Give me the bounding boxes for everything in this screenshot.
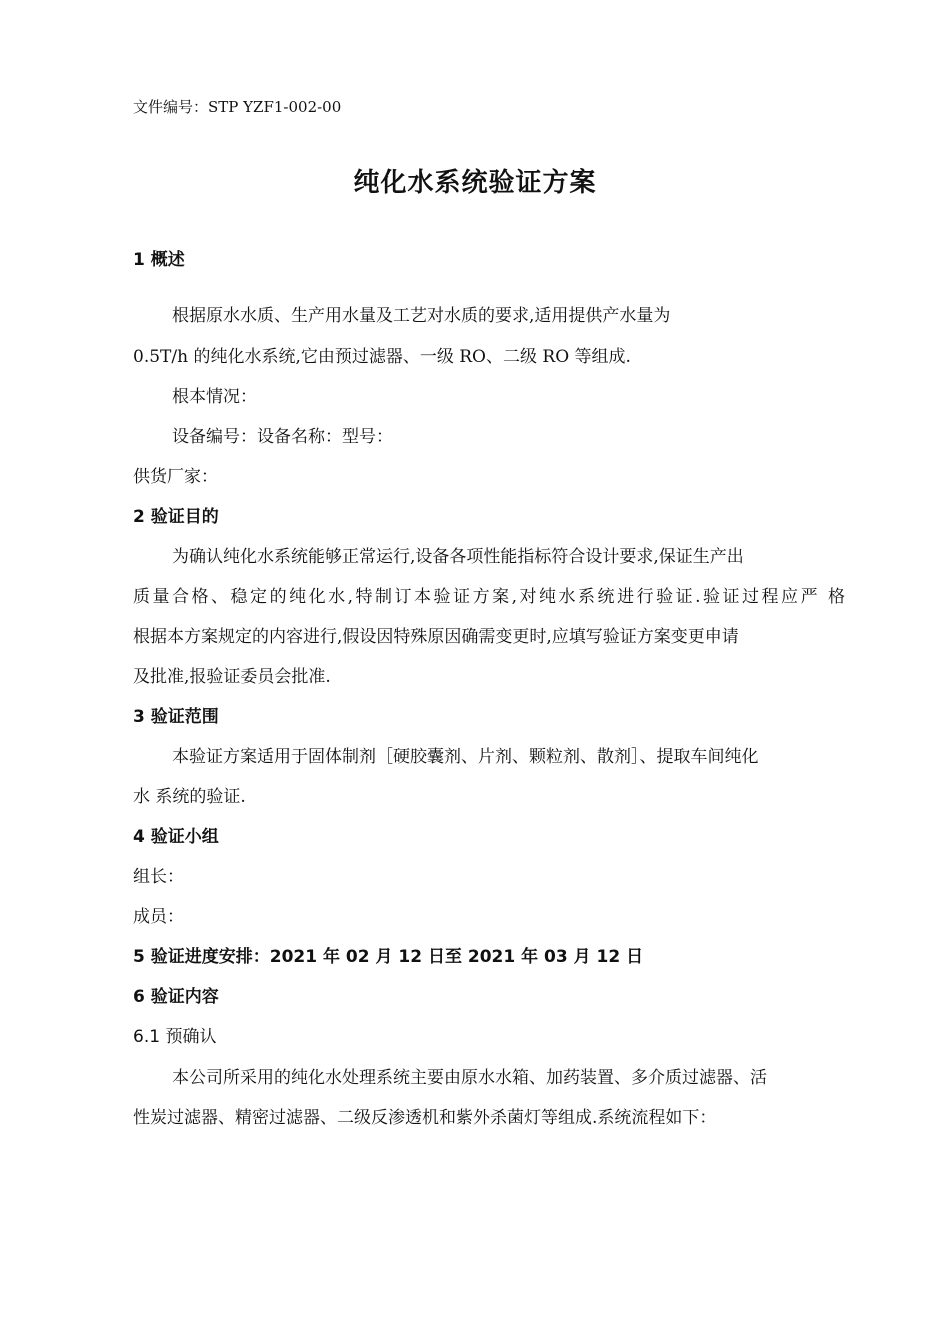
section-3-line-2: 水 系统的验证. [133,787,246,807]
team-leader-label: 组长： [133,867,184,887]
basic-info-label: 根本情况： [172,387,257,407]
section-5-heading: 5 验证进度安排：2021 年 02 月 12 日至 2021 年 03 月 12 日 [133,947,644,967]
team-members-label: 成员： [133,907,184,927]
section-6-line-2: 性炭过滤器、精密过滤器、二级反渗透机和紫外杀菌灯等组成.系统流程如下： [133,1108,717,1128]
section-2-line-2: 质量合格、稳定的纯化水,特制订本验证方案,对纯水系统进行验证.验证过程应严 格 [133,587,845,607]
section-2-line-1: 为确认纯化水系统能够正常运行,设备各项性能指标符合设计要求,保证生产出 [172,547,744,567]
section-6-line-1: 本公司所采用的纯化水处理系统主要由原水水箱、加药装置、多介质过滤器、活 [172,1068,767,1088]
section-4-heading: 4 验证小组 [133,827,219,847]
document-number: 文件编号：STP YZF1-002-00 [133,98,342,116]
equipment-info-line: 设备编号：设备名称：型号： [172,427,393,447]
section-2-line-3: 根据本方案规定的内容进行,假设因特殊原因确需变更时,应填写验证方案变更申请 [133,627,739,647]
section-1-paragraph-line-1: 根据原水水质、生产用水量及工艺对水质的要求,适用提供产水量为 [172,306,671,326]
subsection-6-1-heading: 6.1 预确认 [133,1027,217,1047]
section-2-heading: 2 验证目的 [133,507,219,527]
section-3-line-1: 本验证方案适用于固体制剂［硬胶囊剂、片剂、颗粒剂、散剂］、提取车间纯化 [172,747,759,767]
section-3-heading: 3 验证范围 [133,707,219,727]
section-1-heading: 1 概述 [133,250,185,270]
section-2-line-4: 及批准,报验证委员会批准. [133,667,331,687]
section-6-heading: 6 验证内容 [133,987,219,1007]
section-1-paragraph-line-2: 0.5T/h 的纯化水系统,它由预过滤器、一级 RO、二级 RO 等组成. [133,347,631,367]
document-title: 纯化水系统验证方案 [353,168,597,198]
supplier-label: 供货厂家： [133,467,218,487]
